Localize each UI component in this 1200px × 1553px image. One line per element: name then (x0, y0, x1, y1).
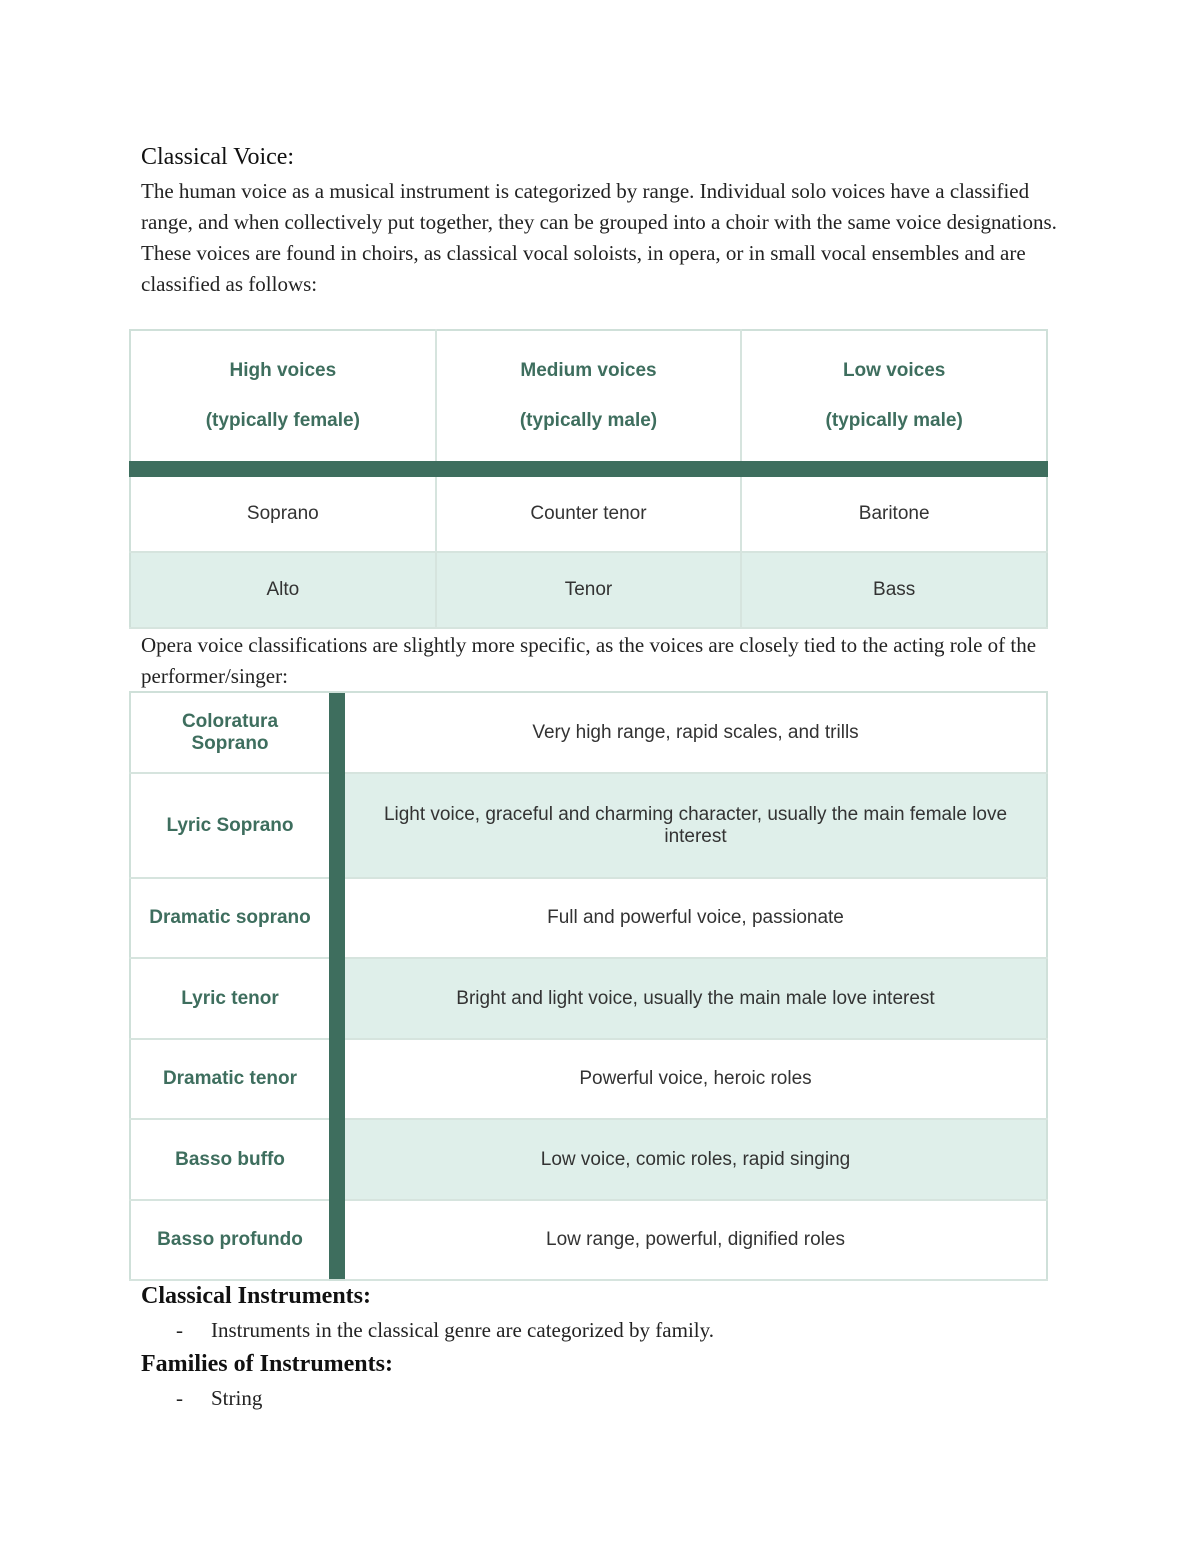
list-item (176, 1386, 262, 1411)
header-label: High voices (229, 360, 337, 381)
table-cell: Counter tenor (436, 469, 742, 552)
table-row (130, 878, 1047, 958)
table-row (130, 552, 1047, 628)
voice-type-name: Dramatic soprano (130, 878, 329, 958)
opera-intro-paragraph: Opera voice classifications are slightly more specific, as the voices are closely tied to the acting role of the performer/singer: (141, 633, 1037, 688)
table-cell: Baritone (741, 469, 1047, 552)
divider-bar (329, 958, 345, 1039)
section-title-families-of-instruments: Families of Instruments: (141, 1351, 393, 1377)
voice-type-name: Coloratura Soprano (130, 692, 329, 773)
table-row (130, 1200, 1047, 1280)
header-medium-voices (436, 330, 742, 469)
divider-bar (329, 692, 345, 773)
header-sublabel: (typically male) (825, 410, 963, 431)
table-row (130, 469, 1047, 552)
opera-voice-table (129, 691, 1048, 1281)
classical-voice-paragraph: The human voice as a musical instrument is categorized by range. Individual solo voices have a classified range, and when collectively put together, they can be grouped into a choir with the same voice designations. These voices are found in choirs, as classical vocal soloists, in opera, or in small vocal ensembles and are classified as follows: (141, 179, 1057, 296)
list-item (176, 1318, 714, 1343)
table-row (130, 1119, 1047, 1200)
table-cell: Bass (741, 552, 1047, 628)
voice-type-name: Lyric Soprano (130, 773, 329, 878)
bullet-text: Instruments in the classical genre are categorized by family. (211, 1318, 715, 1342)
table-cell: Alto (130, 552, 436, 628)
voice-type-name: Basso buffo (130, 1119, 329, 1200)
voice-type-description: Light voice, graceful and charming character, usually the main female love interest (345, 773, 1047, 878)
table-row (130, 958, 1047, 1039)
table-cell: Soprano (130, 469, 436, 552)
voice-type-name: Lyric tenor (130, 958, 329, 1039)
section-title-classical-voice: Classical Voice: (141, 144, 295, 170)
divider-bar (329, 878, 345, 958)
voice-type-description: Full and powerful voice, passionate (345, 878, 1047, 958)
voice-type-description: Low range, powerful, dignified roles (345, 1200, 1047, 1280)
voice-type-description: Very high range, rapid scales, and trills (345, 692, 1047, 773)
bullet-text: String (211, 1386, 263, 1410)
divider-bar (329, 773, 345, 878)
voice-type-name: Basso profundo (130, 1200, 329, 1280)
voice-type-name: Dramatic tenor (130, 1039, 329, 1119)
table-row (130, 1039, 1047, 1119)
header-sublabel: (typically female) (205, 410, 360, 431)
voice-type-description: Bright and light voice, usually the main male love interest (345, 958, 1047, 1039)
header-low-voices (741, 330, 1047, 469)
divider-bar (329, 1039, 345, 1119)
header-high-voices (130, 330, 436, 469)
voice-range-table (129, 329, 1048, 629)
section-title-classical-instruments: Classical Instruments: (141, 1283, 372, 1309)
header-label: Low voices (842, 360, 946, 381)
header-label: Medium voices (520, 360, 657, 381)
table-cell: Tenor (436, 552, 742, 628)
voice-table-header-row (130, 330, 1047, 469)
bullet-marker: - (176, 1318, 183, 1342)
voice-type-description: Low voice, comic roles, rapid singing (345, 1119, 1047, 1200)
header-sublabel: (typically male) (519, 410, 658, 431)
divider-bar (329, 1200, 345, 1280)
table-row (130, 773, 1047, 878)
voice-type-description: Powerful voice, heroic roles (345, 1039, 1047, 1119)
bullet-marker: - (176, 1386, 183, 1410)
table-row (130, 692, 1047, 773)
divider-bar (329, 1119, 345, 1200)
